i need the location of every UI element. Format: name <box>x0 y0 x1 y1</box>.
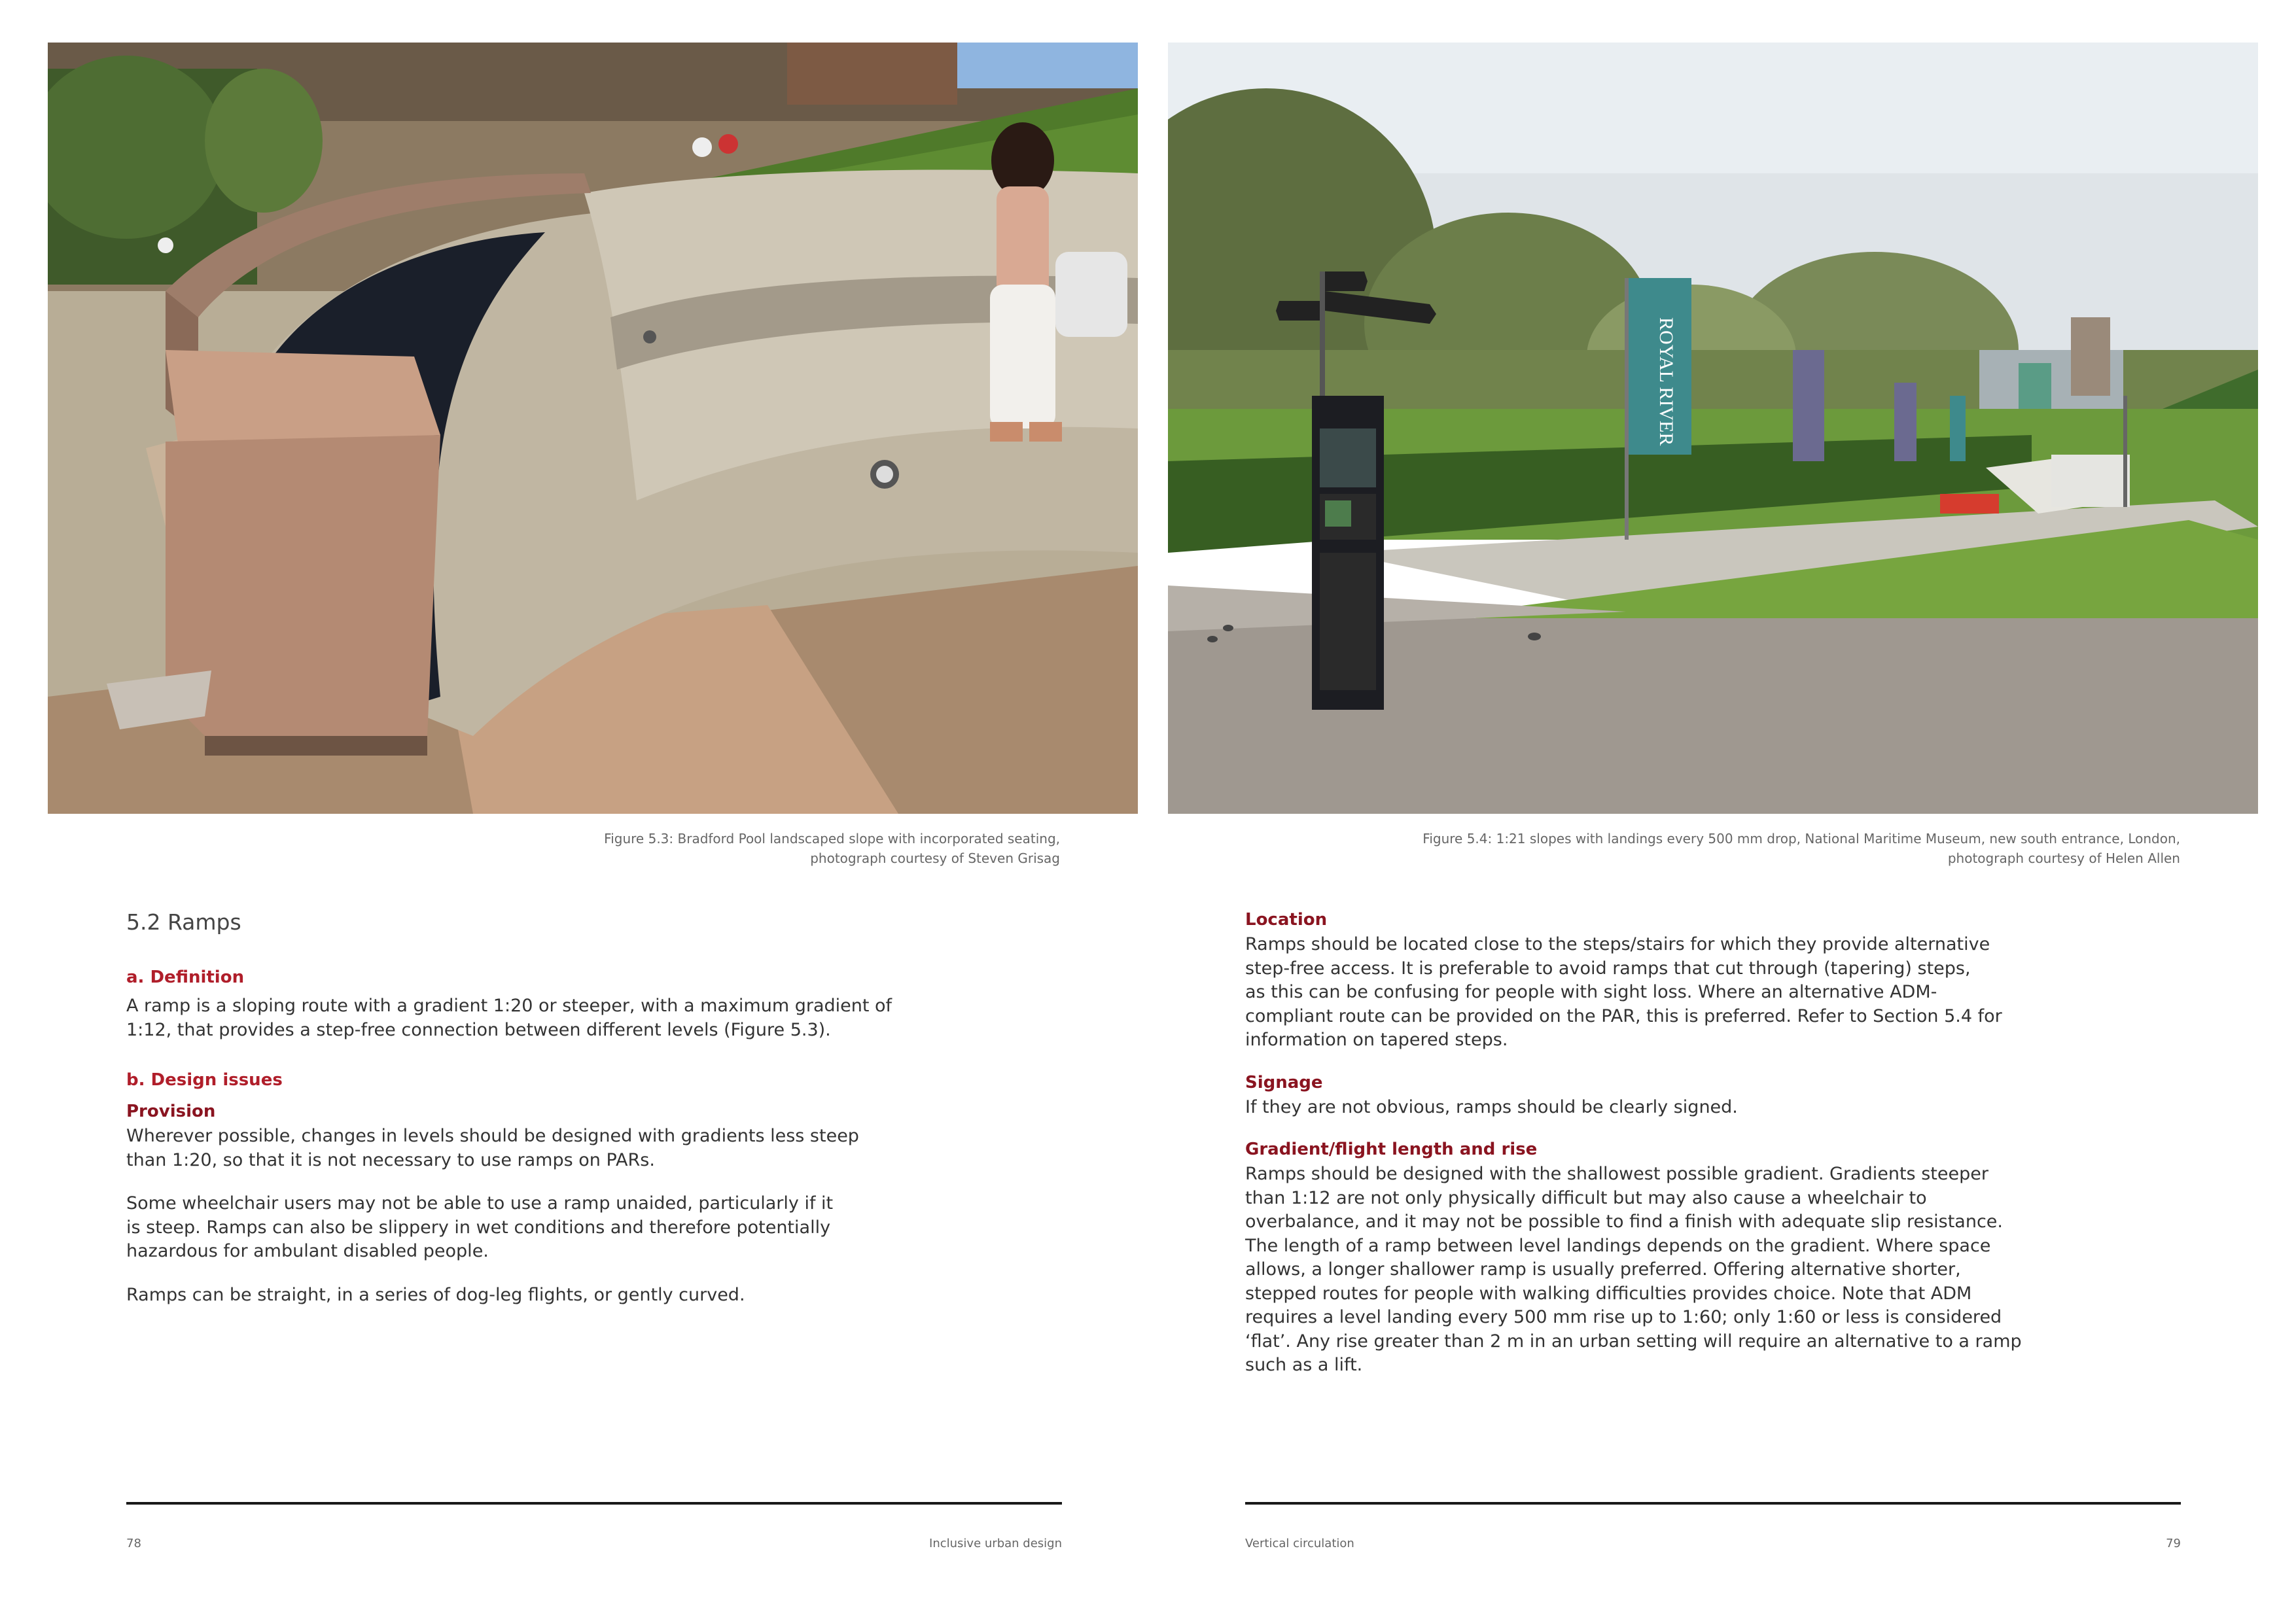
text-line: Ramps can be straight, in a series of dog-leg flights, or gently curved. <box>126 1284 745 1305</box>
signage-heading: Signage <box>1245 1072 1323 1092</box>
design-issues-heading: b. Design issues <box>126 1070 283 1090</box>
text-line: as this can be confusing for people with sight loss. Where an alternative ADM- <box>1245 982 1937 1002</box>
section-title: 5.2 Ramps <box>126 909 241 935</box>
text-line: Ramps should be designed with the shallowest possible gradient. Gradients steeper <box>1245 1164 1988 1184</box>
text-line: 1:12, that provides a step-free connection between different levels (Figure 5.3). <box>126 1019 831 1040</box>
provision-paragraph <box>126 1125 938 1172</box>
text-line: If they are not obvious, ramps should be clearly signed. <box>1245 1096 1738 1117</box>
figure-5-4-caption <box>1374 829 2180 868</box>
page-number: 79 <box>2166 1537 2181 1550</box>
definition-heading: a. Definition <box>126 968 245 987</box>
text-line: ‘flat’. Any rise greater than 2 m in an urban setting will require an alternative to a ramp <box>1245 1331 2022 1352</box>
location-heading: Location <box>1245 910 1328 930</box>
page-number: 78 <box>126 1537 141 1550</box>
text-line: compliant route can be provided on the PAR, this is preferred. Refer to Section 5.4 for <box>1245 1005 2002 1026</box>
text-line: than 1:20, so that it is not necessary to use ramps on PARs. <box>126 1149 655 1170</box>
text-line: such as a lift. <box>1245 1355 1363 1375</box>
text-line: information on tapered steps. <box>1245 1030 1508 1050</box>
text-line: Some wheelchair users may not be able to use a ramp unaided, particularly if it <box>126 1193 834 1213</box>
caption-line: photograph courtesy of Helen Allen <box>1947 850 2180 866</box>
footer-title: Inclusive urban design <box>929 1537 1062 1550</box>
text-line: stepped routes for people with walking difficulties provides choice. Note that ADM <box>1245 1283 1972 1304</box>
gradient-paragraph <box>1245 1162 2057 1378</box>
text-line: than 1:12 are not only physically difficult but may also cause a wheelchair to <box>1245 1187 1927 1208</box>
figure-5-3-photo <box>48 43 1138 814</box>
right-text-column <box>1245 909 2057 1397</box>
footer-title: Vertical circulation <box>1245 1537 1354 1550</box>
figure-5-3-caption <box>393 829 1060 868</box>
provision-paragraph <box>126 1192 938 1264</box>
signage-paragraph <box>1245 1096 2057 1120</box>
text-line: hazardous for ambulant disabled people. <box>126 1241 489 1261</box>
text-line: allows, a longer shallower ramp is usually preferred. Offering alternative shorter, <box>1245 1259 1961 1280</box>
caption-line: photograph courtesy of Steven Grisag <box>810 850 1060 866</box>
gradient-heading: Gradient/flight length and rise <box>1245 1140 1538 1159</box>
caption-line: Figure 5.3: Bradford Pool landscaped slope with incorporated seating, <box>604 831 1060 846</box>
left-text-column <box>126 909 938 1327</box>
text-line: overbalance, and it may not be possible to find a finish with adequate slip resistance. <box>1245 1212 2003 1232</box>
text-line: step-free access. It is preferable to avoid ramps that cut through (tapering) steps, <box>1245 958 1971 979</box>
provision-heading: Provision <box>126 1102 216 1121</box>
text-line: Wherever possible, changes in levels should be designed with gradients less steep <box>126 1126 859 1146</box>
text-line: Ramps should be located close to the steps/stairs for which they provide alternative <box>1245 934 1990 954</box>
provision-paragraph <box>126 1283 938 1308</box>
footer-rule <box>1245 1502 2181 1505</box>
text-line: The length of a ramp between level landings depends on the gradient. Where space <box>1245 1235 1991 1256</box>
text-line: requires a level landing every 500 mm rise up to 1:60; only 1:60 or less is considered <box>1245 1307 2002 1327</box>
definition-paragraph <box>126 994 938 1042</box>
text-line: is steep. Ramps can also be slippery in wet conditions and therefore potentially <box>126 1217 831 1238</box>
footer-rule <box>126 1502 1062 1505</box>
caption-line: Figure 5.4: 1:21 slopes with landings every 500 mm drop, National Maritime Museum, new south entrance, London, <box>1422 831 2180 846</box>
text-line: A ramp is a sloping route with a gradient 1:20 or steeper, with a maximum gradient of <box>126 996 892 1016</box>
figure-5-4-photo <box>1168 43 2258 814</box>
location-paragraph <box>1245 933 2057 1053</box>
banner-text: ROYAL RIVER <box>1655 317 1677 446</box>
